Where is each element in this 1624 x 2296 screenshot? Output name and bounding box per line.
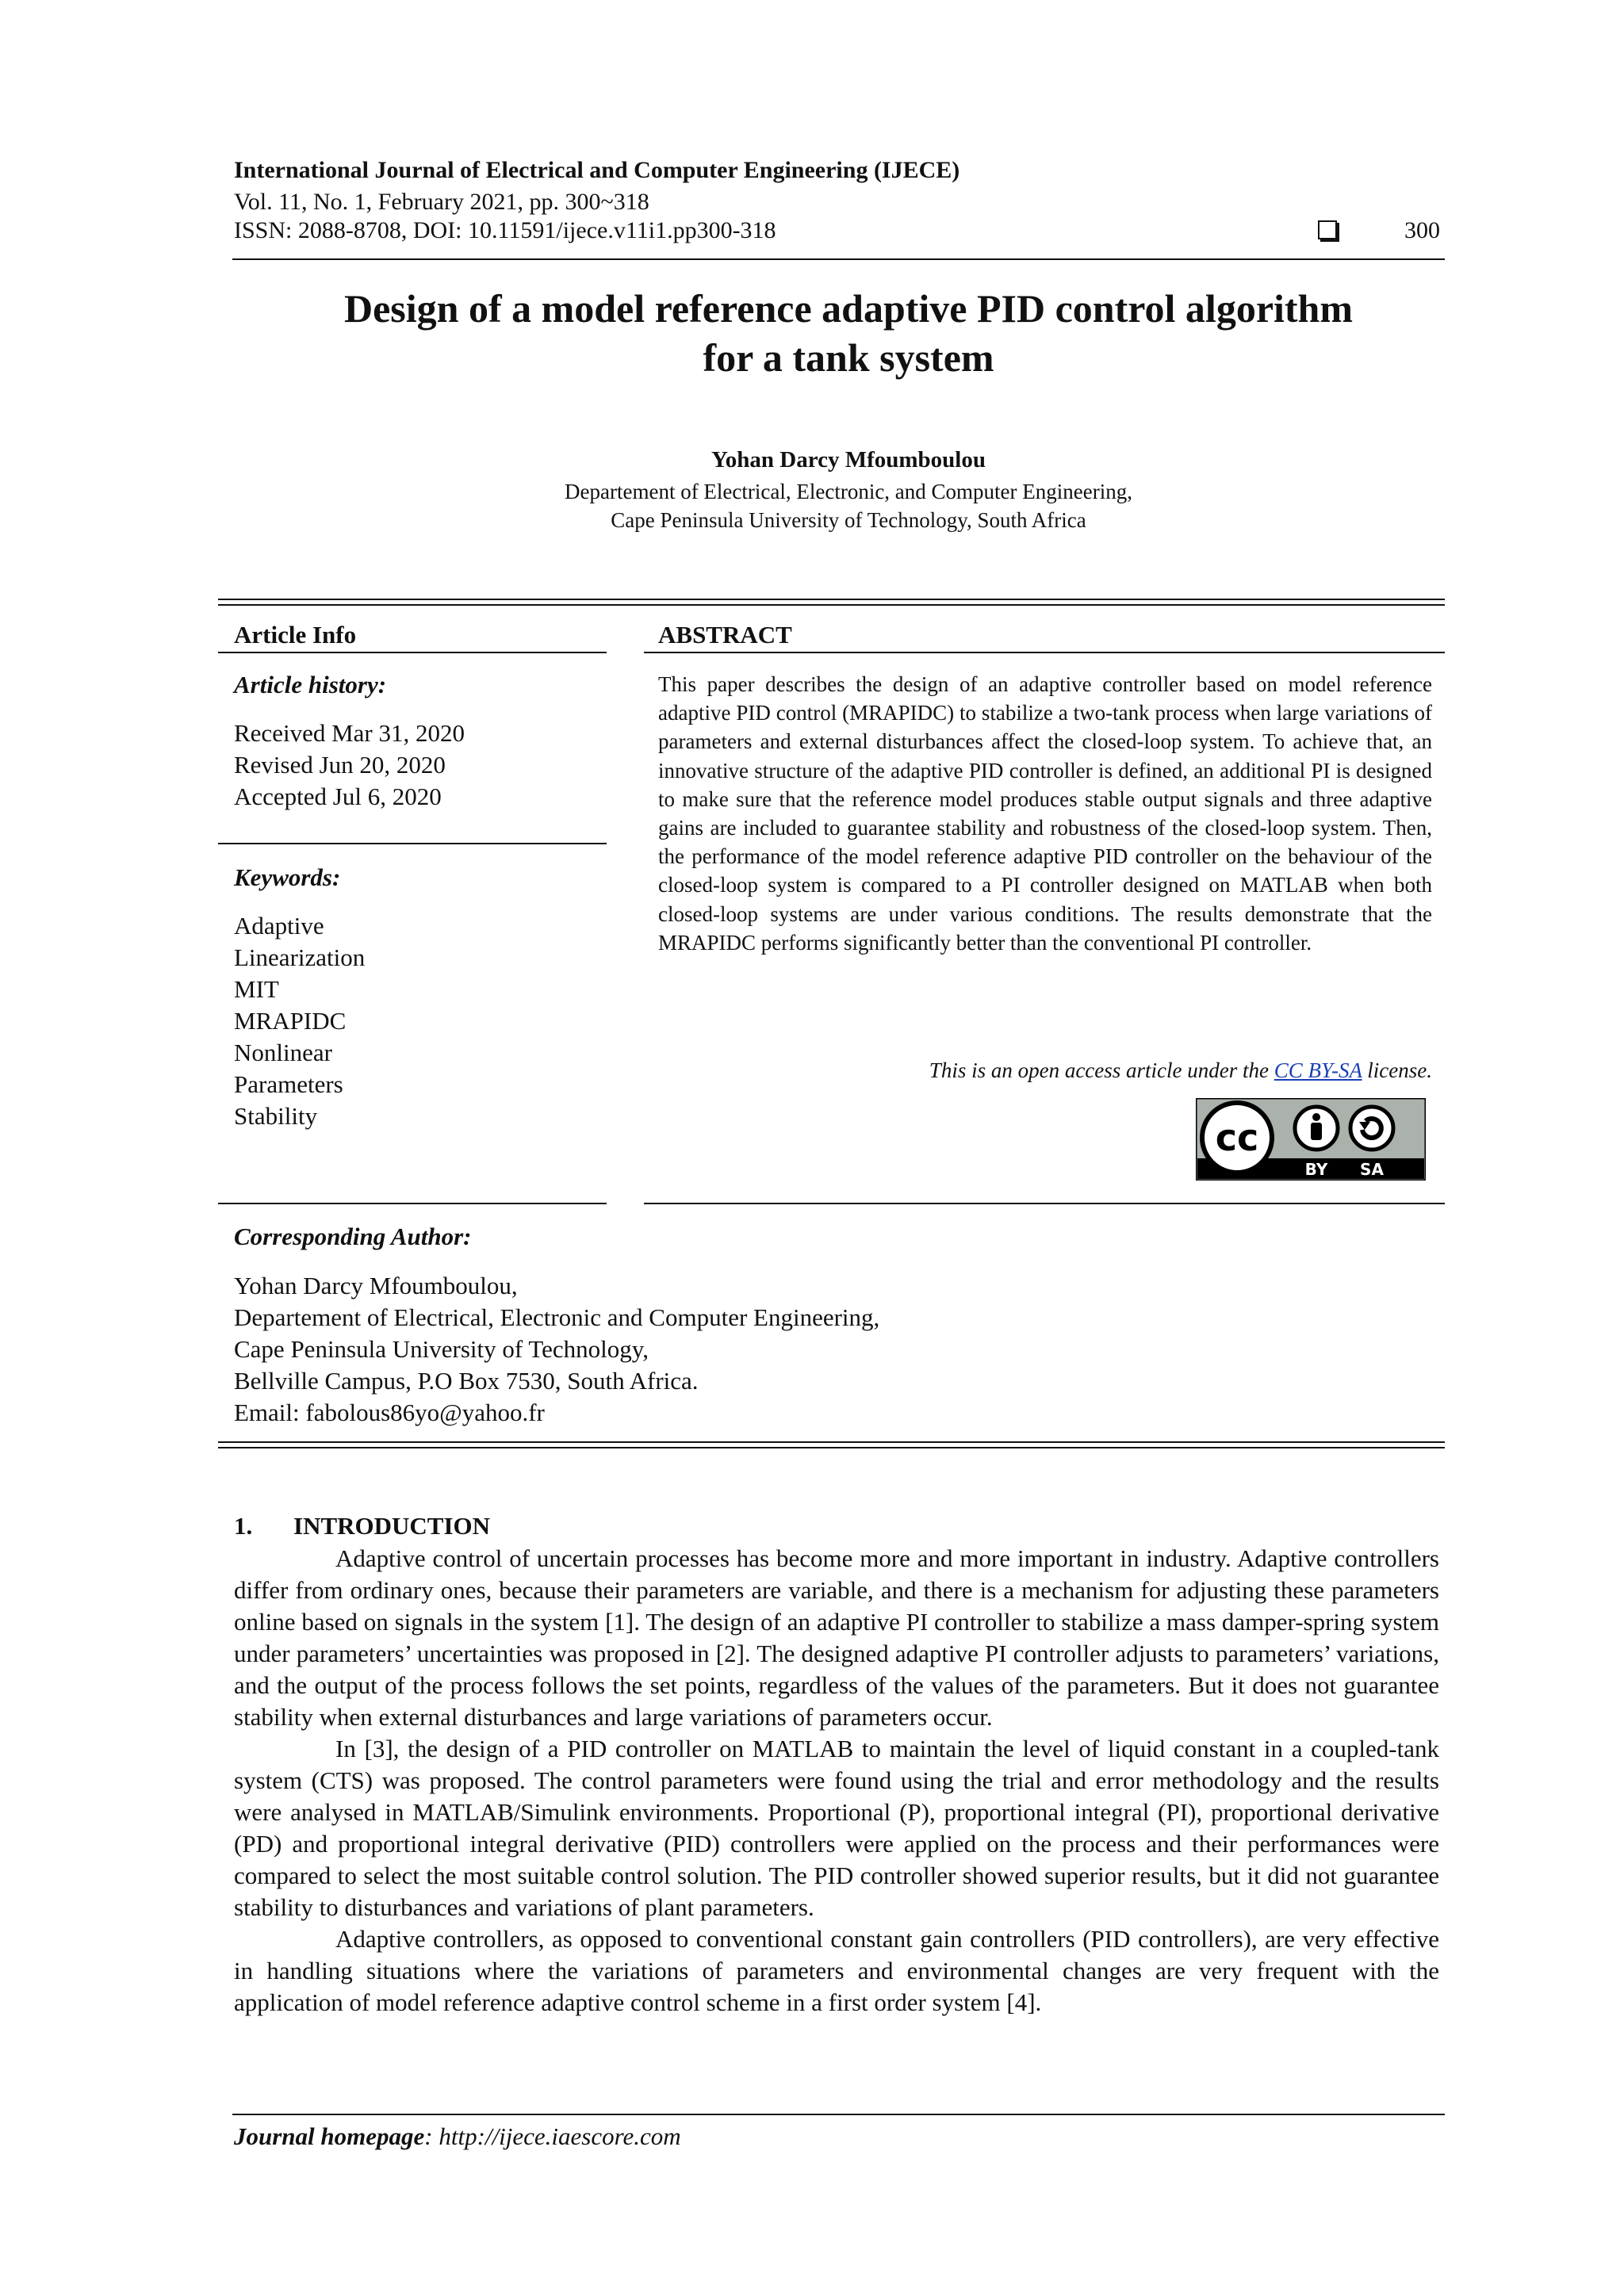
author-name: Yohan Darcy Mfoumboulou	[711, 447, 986, 473]
cc-by-sa-badge-icon[interactable]	[1196, 1098, 1426, 1181]
keyword-item: MRAPIDC	[234, 1007, 347, 1035]
history-rule	[218, 843, 607, 844]
keyword-item: Linearization	[234, 943, 366, 971]
introduction-body	[234, 1543, 1439, 2019]
infobox-rule-bottom	[218, 1441, 1445, 1443]
page-number: 300	[1404, 217, 1440, 243]
footer-rule	[232, 2114, 1445, 2115]
corresponding-line: Yohan Darcy Mfoumboulou,	[234, 1272, 518, 1299]
corresponding-email: Email: fabolous86yo@yahoo.fr	[234, 1399, 545, 1426]
issn-line: ISSN: 2088-8708, DOI: 10.11591/ijece.v11i1.pp300-318	[234, 217, 776, 243]
checkbox-icon	[1318, 220, 1337, 239]
article-history-heading: Article history:	[234, 671, 387, 698]
paragraph: Adaptive controllers, as opposed to conventional constant gain controllers (PID controllers), are very effective in handling situations where the variations of parameters and environmental changes are very frequent with the application of model reference adaptive control scheme in a first order system [4].	[234, 1925, 1439, 2016]
keywords-rule	[218, 1203, 607, 1204]
abstract-heading: ABSTRACT	[658, 621, 792, 649]
infobox-rule-top-2	[218, 604, 1445, 606]
corresponding-line: Bellville Campus, P.O Box 7530, South Africa.	[234, 1367, 699, 1395]
paragraph: Adaptive control of uncertain processes has become more and more important in industry. Adaptive controllers differ from ordinary ones, because their parameters are variable, and there is a mechanism for adjusting these parameters online based on signals in the system [1]. The design of an adaptive PI controller to stabilize a mass damper-spring system under parameters’ uncertainties was proposed in [2]. The designed adaptive PI controller adjusts to parameters’ variations, and the output of the process follows the set points, regardless of the values of the parameters. But it does not guarantee stability when external disturbances and large variations of parameters occur.	[234, 1544, 1439, 1731]
abstract-bottom-rule	[644, 1203, 1445, 1204]
corresponding-heading: Corresponding Author:	[234, 1223, 472, 1250]
abstract-rule	[644, 652, 1445, 653]
abstract-text: This paper describes the design of an adaptive controller based on model reference adaptive PID control (MRAPIDC) to stabilize a two-tank process when large variations of parameters and external disturbances affect the closed-loop system. To achieve that, an innovative structure of the adaptive PID controller is defined, an additional PI is designed to make sure that the reference model produces stable output signals and three adaptive gains are included to guarantee stability and robustness of the closed-loop system. Then, the performance of the model reference adaptive PID controller on the behaviour of the closed-loop system is compared to a PI controller designed on MATLAB when both closed-loop systems are under various conditions. The results demonstrate that the MRAPIDC performs significantly better than the conventional PI controller.	[658, 672, 1432, 955]
title-line-2: for a tank system	[703, 335, 994, 380]
article-info-rule	[218, 652, 607, 653]
license-statement	[658, 1056, 1432, 1085]
keyword-item: Parameters	[234, 1070, 343, 1098]
badge-by-text: BY	[1304, 1160, 1328, 1179]
affiliation-line-1: Departement of Electrical, Electronic, and Computer Engineering,	[565, 480, 1132, 503]
section-number: 1.	[234, 1512, 253, 1540]
affiliation-line-2: Cape Peninsula University of Technology, South Africa	[611, 508, 1086, 532]
revised-date: Revised Jun 20, 2020	[234, 751, 446, 779]
section-title: INTRODUCTION	[293, 1512, 491, 1540]
cc-by-sa-link[interactable]: CC BY-SA	[1274, 1058, 1362, 1082]
introduction-heading	[234, 1511, 490, 1541]
paragraph: In [3], the design of a PID controller on MATLAB to maintain the level of liquid constant in a coupled-tank system (CTS) was proposed. The control parameters were found using the trial and error methodology and the results were analysed in MATLAB/Simulink environments. Proportional (P), proportional integral (PI), proportional derivative (PD) and proportional integral derivative (PID) controllers were applied on the process and their performances were compared to select the most suitable control solution. The PID controller showed superior results, but it did not guarantee stability to disturbances and variations of plant parameters.	[234, 1735, 1439, 1921]
license-prefix: This is an open access article under the	[929, 1058, 1274, 1082]
journal-name: International Journal of Electrical and Computer Engineering (IJECE)	[234, 157, 960, 183]
homepage-url[interactable]: : http://ijece.iaescore.com	[424, 2122, 681, 2150]
corresponding-line: Cape Peninsula University of Technology,	[234, 1335, 649, 1363]
paper-title	[198, 284, 1499, 382]
volume-line: Vol. 11, No. 1, February 2021, pp. 300~318	[234, 189, 649, 215]
badge-sa-text: SA	[1360, 1160, 1384, 1179]
license-suffix: license.	[1362, 1058, 1432, 1082]
keyword-item: Stability	[234, 1102, 318, 1130]
keyword-item: Adaptive	[234, 912, 324, 939]
received-date: Received Mar 31, 2020	[234, 719, 465, 747]
header-rule	[232, 258, 1445, 260]
accepted-date: Accepted Jul 6, 2020	[234, 783, 442, 810]
keyword-item: Nonlinear	[234, 1039, 332, 1066]
title-line-1: Design of a model reference adaptive PID control algorithm	[343, 286, 1354, 331]
corresponding-line: Departement of Electrical, Electronic and Computer Engineering,	[234, 1303, 880, 1331]
homepage-label: Journal homepage	[234, 2122, 425, 2150]
article-info-heading: Article Info	[234, 621, 357, 649]
infobox-rule-top	[218, 599, 1445, 600]
infobox-rule-bottom-2	[218, 1447, 1445, 1448]
keywords-heading: Keywords:	[234, 863, 341, 891]
journal-homepage	[234, 2122, 681, 2152]
keyword-item: MIT	[234, 975, 279, 1003]
badge-cc-text: cc	[1215, 1116, 1259, 1159]
